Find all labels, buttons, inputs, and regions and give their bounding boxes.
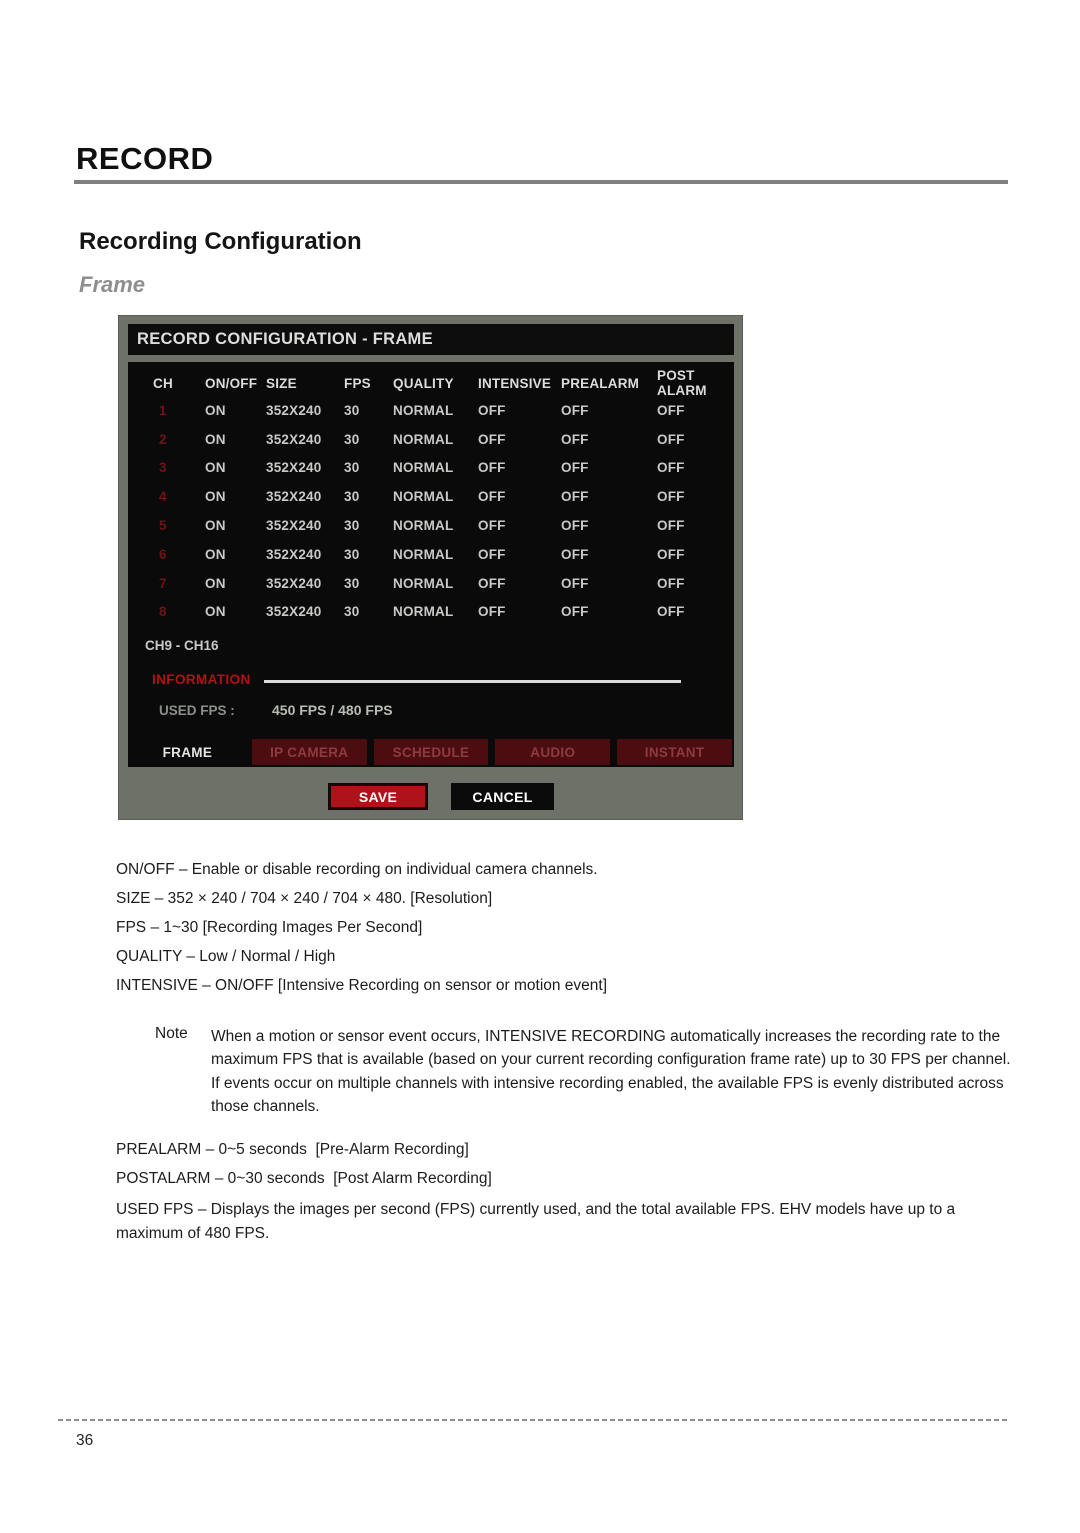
- col-header-size: SIZE: [266, 375, 297, 391]
- tab-ip-camera[interactable]: IP CAMERA: [252, 739, 367, 765]
- col-header-prealarm: PREALARM: [561, 375, 640, 391]
- cell-intensive[interactable]: OFF: [478, 460, 506, 476]
- channel-number: 4: [159, 489, 167, 505]
- record-configuration-screenshot: [118, 315, 743, 820]
- cell-prealarm[interactable]: OFF: [561, 546, 589, 562]
- cell-fps[interactable]: 30: [344, 460, 360, 476]
- cell-fps[interactable]: 30: [344, 546, 360, 562]
- tab-bar: [130, 739, 732, 765]
- channel-number: 6: [159, 546, 167, 562]
- cell-onoff[interactable]: ON: [205, 489, 226, 505]
- col-header-postalarm: POST ALARM: [657, 368, 707, 398]
- cell-quality[interactable]: NORMAL: [393, 575, 454, 591]
- cell-prealarm[interactable]: OFF: [561, 431, 589, 447]
- screenshot-panel: [128, 362, 734, 767]
- col-header-quality: QUALITY: [393, 375, 454, 391]
- tab-frame[interactable]: FRAME: [162, 744, 213, 760]
- cell-prealarm[interactable]: OFF: [561, 575, 589, 591]
- cell-onoff[interactable]: ON: [205, 460, 226, 476]
- cell-size[interactable]: 352X240: [266, 604, 322, 620]
- cell-fps[interactable]: 30: [344, 489, 360, 505]
- cell-intensive[interactable]: OFF: [478, 604, 506, 620]
- cell-quality[interactable]: NORMAL: [393, 402, 454, 418]
- cell-quality[interactable]: NORMAL: [393, 431, 454, 447]
- cell-fps[interactable]: 30: [344, 402, 360, 418]
- cell-prealarm[interactable]: OFF: [561, 604, 589, 620]
- used-fps-label: USED FPS :: [159, 703, 235, 718]
- cell-size[interactable]: 352X240: [266, 575, 322, 591]
- definition-used-fps: USED FPS – Displays the images per second (FPS) currently used, and the total available FPS. EHV models have up to a maximum of 480 FPS.: [116, 1201, 960, 1242]
- cell-onoff[interactable]: ON: [205, 604, 226, 620]
- cell-prealarm[interactable]: OFF: [561, 518, 589, 534]
- cell-intensive[interactable]: OFF: [478, 431, 506, 447]
- cell-quality[interactable]: NORMAL: [393, 489, 454, 505]
- information-label: INFORMATION: [152, 672, 251, 687]
- tab-instant[interactable]: INSTANT: [617, 739, 732, 765]
- cell-quality[interactable]: NORMAL: [393, 460, 454, 476]
- cell-postalarm[interactable]: OFF: [657, 489, 685, 505]
- tab-audio[interactable]: AUDIO: [495, 739, 610, 765]
- col-header-ch: CH: [153, 375, 173, 391]
- cell-postalarm[interactable]: OFF: [657, 460, 685, 476]
- cell-size[interactable]: 352X240: [266, 402, 322, 418]
- cell-onoff[interactable]: ON: [205, 518, 226, 534]
- cell-prealarm[interactable]: OFF: [561, 460, 589, 476]
- cell-postalarm[interactable]: OFF: [657, 431, 685, 447]
- cell-onoff[interactable]: ON: [205, 431, 226, 447]
- cell-onoff[interactable]: ON: [205, 575, 226, 591]
- cancel-button[interactable]: CANCEL: [451, 783, 554, 810]
- channel-number: 1: [159, 402, 167, 418]
- page-title: RECORD: [76, 141, 214, 176]
- channel-number: 5: [159, 518, 167, 534]
- note-text: When a motion or sensor event occurs, INTENSIVE RECORDING automatically increases the recording rate to the maximum FPS that is available (based on your current recording configuration frame rate) up to 30 FPS per channel. If events occur on multiple channels with intensive recording enabled, the available FPS is evenly distributed across those channels.: [211, 1028, 1011, 1116]
- tab-schedule[interactable]: SCHEDULE: [374, 739, 489, 765]
- cell-size[interactable]: 352X240: [266, 431, 322, 447]
- cell-prealarm[interactable]: OFF: [561, 402, 589, 418]
- cell-fps[interactable]: 30: [344, 604, 360, 620]
- definition-size: SIZE – 352 × 240 / 704 × 240 / 704 × 480. [Resolution]: [116, 890, 493, 907]
- col-header-fps: FPS: [344, 375, 371, 391]
- definition-postalarm: POSTALARM – 0~30 seconds [Post Alarm Recording]: [116, 1170, 492, 1187]
- cell-onoff[interactable]: ON: [205, 546, 226, 562]
- cell-postalarm[interactable]: OFF: [657, 604, 685, 620]
- definition-fps: FPS – 1~30 [Recording Images Per Second]: [116, 919, 423, 936]
- cell-intensive[interactable]: OFF: [478, 546, 506, 562]
- definition-onoff: ON/OFF – Enable or disable recording on individual camera channels.: [116, 861, 598, 878]
- channel-table: [128, 370, 734, 626]
- cell-prealarm[interactable]: OFF: [561, 489, 589, 505]
- cell-quality[interactable]: NORMAL: [393, 604, 454, 620]
- definition-intensive: INTENSIVE – ON/OFF [Intensive Recording on sensor or motion event]: [116, 977, 608, 994]
- cell-fps[interactable]: 30: [344, 431, 360, 447]
- information-divider: [264, 680, 681, 683]
- definition-quality: QUALITY – Low / Normal / High: [116, 948, 336, 965]
- channel-number: 8: [159, 604, 167, 620]
- cell-postalarm[interactable]: OFF: [657, 575, 685, 591]
- cell-size[interactable]: 352X240: [266, 518, 322, 534]
- col-header-onoff: ON/OFF: [205, 375, 258, 391]
- section-heading: Recording Configuration: [79, 228, 362, 255]
- screenshot-title-bar: [128, 324, 734, 355]
- save-button[interactable]: SAVE: [328, 783, 428, 810]
- cell-intensive[interactable]: OFF: [478, 489, 506, 505]
- cell-intensive[interactable]: OFF: [478, 402, 506, 418]
- definition-prealarm: PREALARM – 0~5 seconds [Pre-Alarm Recording]: [116, 1141, 469, 1158]
- cell-size[interactable]: 352X240: [266, 546, 322, 562]
- cell-onoff[interactable]: ON: [205, 402, 226, 418]
- subsection-heading: Frame: [79, 272, 146, 297]
- ch-range-label[interactable]: CH9 - CH16: [145, 638, 219, 653]
- channel-number: 7: [159, 575, 167, 591]
- cell-quality[interactable]: NORMAL: [393, 546, 454, 562]
- cell-intensive[interactable]: OFF: [478, 575, 506, 591]
- cell-postalarm[interactable]: OFF: [657, 518, 685, 534]
- cell-postalarm[interactable]: OFF: [657, 546, 685, 562]
- cell-quality[interactable]: NORMAL: [393, 518, 454, 534]
- cell-fps[interactable]: 30: [344, 518, 360, 534]
- col-header-intensive: INTENSIVE: [478, 375, 552, 391]
- cell-intensive[interactable]: OFF: [478, 518, 506, 534]
- cell-size[interactable]: 352X240: [266, 460, 322, 476]
- used-fps-value: 450 FPS / 480 FPS: [272, 702, 393, 718]
- channel-number: 2: [159, 431, 167, 447]
- cell-size[interactable]: 352X240: [266, 489, 322, 505]
- footer-divider: [58, 1419, 1008, 1421]
- channel-number: 3: [159, 460, 167, 476]
- screenshot-title: RECORD CONFIGURATION - FRAME: [137, 330, 433, 348]
- page-number: 36: [76, 1432, 94, 1449]
- title-rule: [74, 180, 1008, 184]
- cell-fps[interactable]: 30: [344, 575, 360, 591]
- cell-postalarm[interactable]: OFF: [657, 402, 685, 418]
- note-label: Note: [155, 1025, 188, 1042]
